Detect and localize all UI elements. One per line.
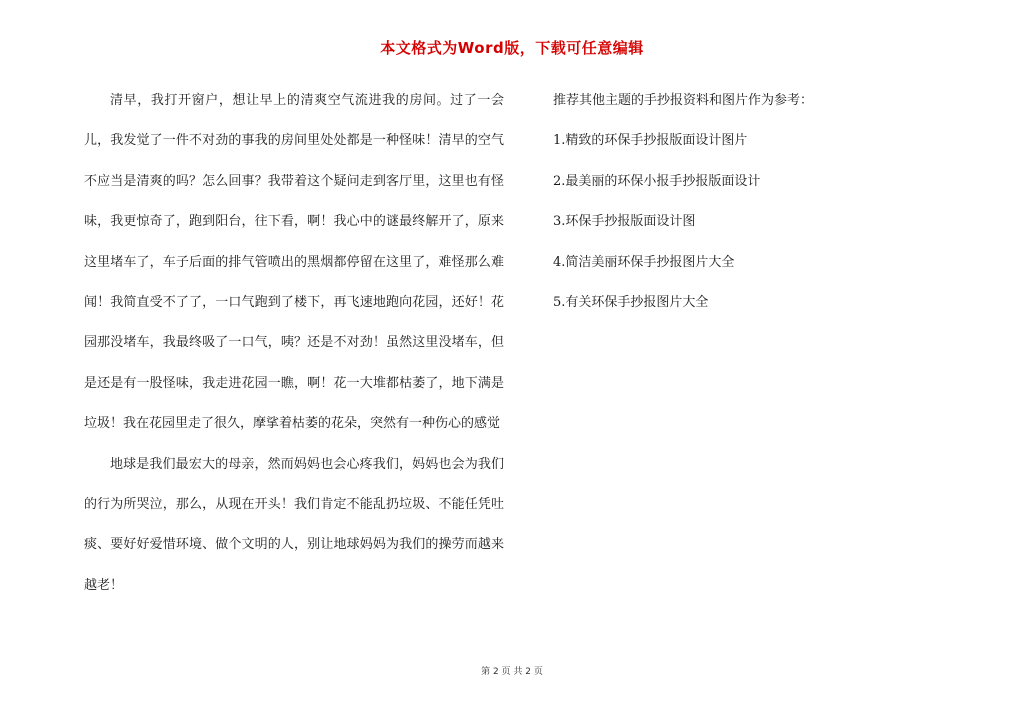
recommendation-item-2[interactable]: 2.最美丽的环保小报手抄报版面设计 — [553, 173, 761, 189]
recommendation-item-4[interactable]: 4.简洁美丽环保手抄报图片大全 — [553, 254, 735, 270]
recommendation-item-5[interactable]: 5.有关环保手抄报图片大全 — [553, 295, 709, 311]
recommendation-item-3[interactable]: 3.环保手抄报版面设计图 — [553, 214, 696, 230]
document-header-banner: 本文格式为Word版，下载可任意编辑 — [380, 39, 644, 57]
recommendations-list — [553, 121, 953, 323]
article-body-column — [84, 81, 504, 606]
recommendations-column — [553, 81, 953, 323]
article-paragraph-2: 地球是我们最宏大的母亲，然而妈妈也会心疼我们，妈妈也会为我们的行为所哭泣，那么，从现在开头！我们肯定不能乱扔垃圾、不能任凭吐痰、要好好爱惜环境、做个文明的人，别让地球妈妈为我们的操劳而越来越老！ — [84, 456, 504, 593]
page-number-footer: 第 2 页 共 2 页 — [481, 667, 543, 677]
recommendation-item-1[interactable]: 1.精致的环保手抄报版面设计图片 — [553, 133, 748, 149]
recommendations-intro: 推荐其他主题的手抄报资料和图片作为参考： — [553, 93, 814, 108]
article-paragraph-1: 清早，我打开窗户，想让早上的清爽空气流进我的房间。过了一会儿，我发觉了一件不对劲的事我的房间里处处都是一种怪味！清早的空气不应当是清爽的吗？怎么回事？我带着这个疑问走到客厅里，这里也有怪味，我更惊奇了，跑到阳台，往下看，啊！我心中的谜最终解开了，原来这里堵车了，车子后面的排气管喷出的黑烟都停留在这里了，难怪那么难闻！我简直受不了了，一口气跑到了楼下，再飞速地跑向花园，还好！花园那没堵车，我最终吸了一口气，咦？还是不对劲！虽然这里没堵车，但是还是有一股怪味，我走进花园一瞧，啊！花一大堆都枯萎了，地下满是垃圾！我在花园里走了很久，摩挲着枯萎的花朵，突然有一种伤心的感觉 — [84, 93, 504, 432]
